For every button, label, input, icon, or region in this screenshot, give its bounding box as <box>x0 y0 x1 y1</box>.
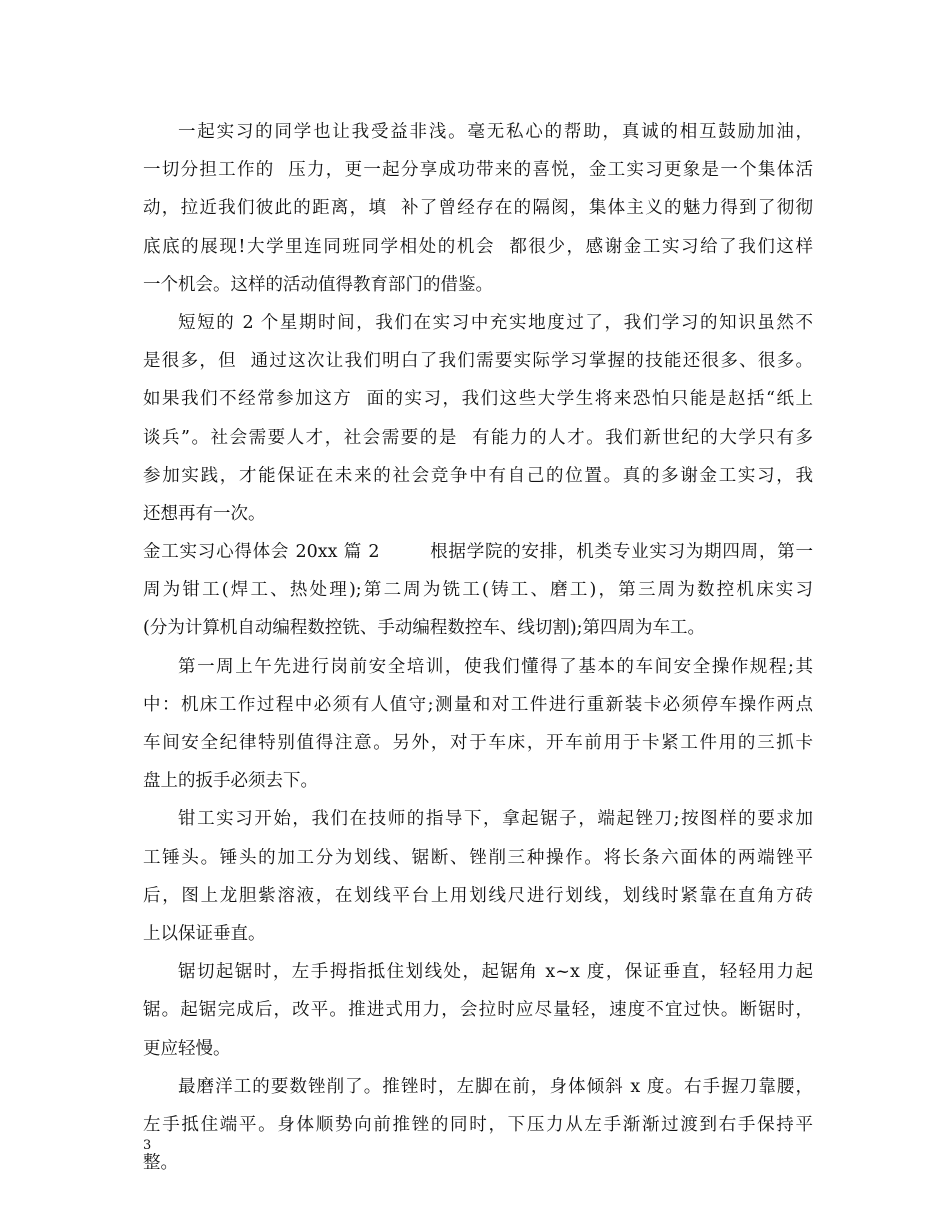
page-number: 3 <box>143 1138 152 1153</box>
text-line: 一个机会。这样的活动值得教育部门的借鉴。 <box>143 274 493 295</box>
text-line: 钳工实习开始，我们在技师的指导下，拿起锯子，端起锉刀;按图样的要求加 <box>178 809 813 830</box>
text-line: 如果我们不经常参加这方 面的实习，我们这些大学生将来恐怕只能是赵括“纸上 <box>143 389 813 410</box>
text-line: 盘上的扳手必须去下。 <box>143 771 318 792</box>
text-line: 动，拉近我们彼此的距离，填 补了曾经存在的隔阂，集体主义的魅力得到了彻彻 <box>143 198 813 219</box>
text-line: 中：机床工作过程中必须有人值守;测量和对工件进行重新装卡必须停车操作两点 <box>143 694 813 715</box>
text-line: 整。 <box>143 1153 178 1174</box>
text-line: 谈兵”。社会需要人才，社会需要的是 有能力的人才。我们新世纪的大学只有多 <box>143 427 813 448</box>
text-line: 最磨洋工的要数锉削了。推锉时，左脚在前，身体倾斜 x 度。右手握刀靠腰， <box>178 1076 813 1097</box>
text-line: 一起实习的同学也让我受益非浅。毫无私心的帮助，真诚的相互鼓励加油， <box>178 122 813 142</box>
text-line: 左手抵住端平。身体顺势向前推锉的同时，下压力从左手渐渐过渡到右手保持平 <box>143 1114 813 1135</box>
text-line: 金工实习心得体会 20xx 篇 2 根据学院的安排，机类专业实习为期四周，第一 <box>143 542 813 563</box>
text-line: 后，图上龙胆紫溶液，在划线平台上用划线尺进行划线，划线时紧靠在直角方砖 <box>143 885 813 906</box>
text-line: 一切分担工作的 压力，更一起分享成功带来的喜悦，金工实习更象是一个集体活 <box>143 160 813 181</box>
text-line: 短短的 2 个星期时间，我们在实习中充实地度过了，我们学习的知识虽然不 <box>178 312 813 333</box>
text-line: 还想再有一次。 <box>143 503 266 524</box>
text-line: 锯。起锯完成后，改平。推进式用力，会拉时应尽量轻，速度不宜过快。断锯时， <box>143 1000 813 1021</box>
text-line: 周为钳工(焊工、热处理);第二周为铣工(铸工、磨工)，第三周为数控机床实习 <box>143 580 813 601</box>
text-line: 参加实践，才能保证在未来的社会竞争中有自己的位置。真的多谢金工实习，我 <box>143 465 813 486</box>
text-line: 第一周上午先进行岗前安全培训，使我们懂得了基本的车间安全操作规程;其 <box>178 656 813 677</box>
text-line: 是很多，但 通过这次让我们明白了我们需要实际学习掌握的技能还很多、很多。 <box>143 351 813 372</box>
text-line: 车间安全纪律特别值得注意。另外，对于车床，开车前用于卡紧工件用的三抓卡 <box>143 733 813 753</box>
text-line: 上以保证垂直。 <box>143 923 266 944</box>
text-line: 工锤头。锤头的加工分为划线、锯断、锉削三种操作。将长条六面体的两端锉平 <box>143 847 813 868</box>
text-line: 更应轻慢。 <box>143 1038 231 1059</box>
text-line: (分为计算机自动编程数控铣、手动编程数控车、线切割);第四周为车工。 <box>143 618 706 639</box>
text-line: 锯切起锯时，左手拇指抵住划线处，起锯角 x~x 度，保证垂直，轻轻用力起 <box>178 962 813 983</box>
text-line: 底底的展现!大学里连同班同学相处的机会 都很少，感谢金工实习给了我们这样 <box>143 236 813 257</box>
body-text <box>143 113 813 1182</box>
